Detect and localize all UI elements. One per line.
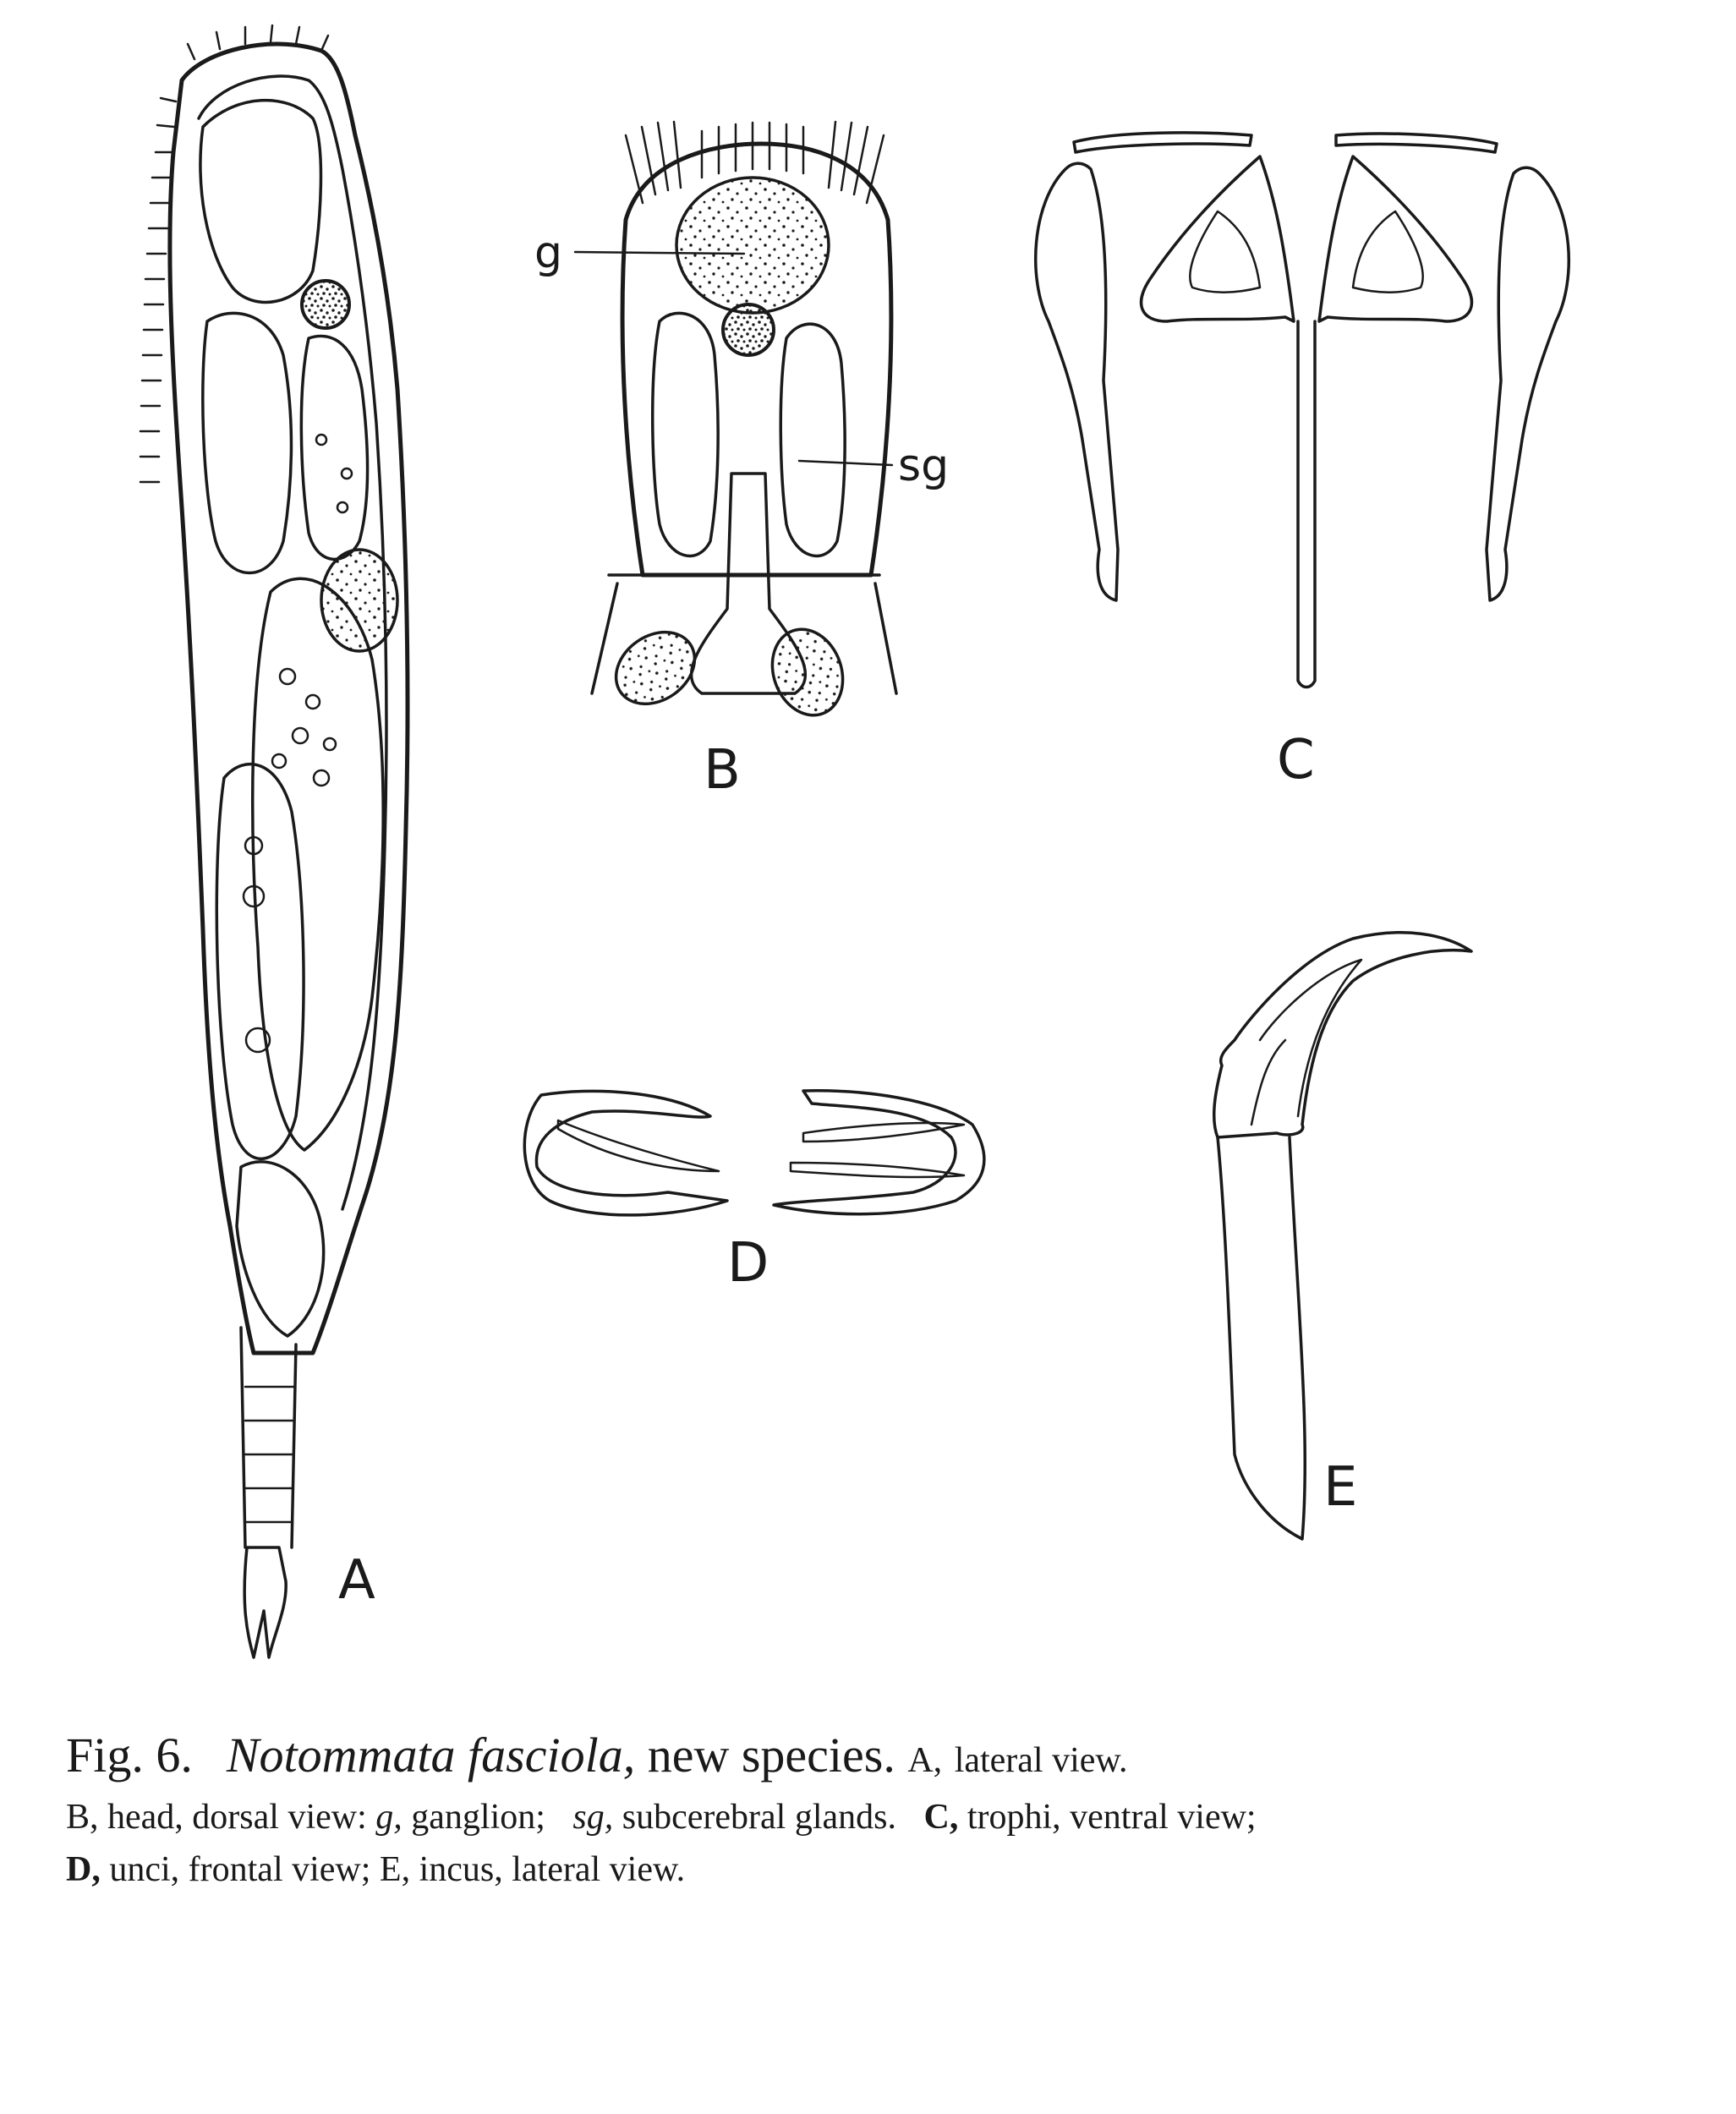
caption-b-letter: B, <box>66 1798 99 1837</box>
figure-c-uncus-left-top <box>1074 133 1251 152</box>
caption-c-letter: C, <box>923 1798 959 1837</box>
caption-e-text: incus, lateral view. <box>419 1850 686 1889</box>
figure-c-fulcrum <box>1298 321 1315 687</box>
caption-b-text: head, dorsal view: <box>107 1798 367 1837</box>
figure-b-subcerebral-gland-left <box>653 313 718 556</box>
figure-a-bladder <box>237 1162 324 1336</box>
caption-fig-number: Fig. 6. <box>66 1728 193 1783</box>
caption-c-text: trophi, ventral view; <box>967 1798 1257 1837</box>
caption-d-letter: D, <box>66 1850 101 1889</box>
figure-a-stomach <box>253 578 383 1150</box>
caption-e-letter: E, <box>379 1850 411 1889</box>
caption-sg-abbr: sg, <box>572 1798 614 1837</box>
figure-c-ramus-left-inner <box>1190 211 1260 293</box>
figure-b-gastric-gland-right <box>761 619 855 725</box>
figure-a-label: A <box>338 1549 375 1612</box>
figure-e-fulcrum <box>1218 1137 1305 1539</box>
figure-a-ovary <box>216 764 304 1159</box>
figure-d-unci-frontal <box>524 1091 984 1295</box>
figure-a-toes <box>244 1547 286 1657</box>
figure-e-incus-lateral <box>1214 933 1471 1539</box>
figure-d-uncus-left-tooth <box>558 1120 719 1171</box>
figure-a-body-outline <box>170 44 408 1353</box>
figure-a-gland-left <box>203 313 292 572</box>
figure-b-subcerebral-gland-right <box>780 324 845 556</box>
figure-d-uncus-right <box>774 1091 984 1214</box>
figure-e-label: E <box>1323 1456 1358 1519</box>
figure-c-ramus-left <box>1142 156 1294 321</box>
caption-line-2 <box>66 1791 1698 1843</box>
figure-d-uncus-left <box>524 1091 727 1215</box>
figure-a-ganglion-dark <box>302 281 349 328</box>
figure-b-eyespot <box>723 304 774 355</box>
figure-a-foot <box>241 1328 296 1547</box>
figure-b-head-dorsal <box>534 122 949 802</box>
caption-a-text: lateral view. <box>954 1741 1128 1780</box>
figure-caption <box>66 1725 1698 1896</box>
figure-c-ramus-right-inner <box>1353 211 1423 293</box>
figure-c-trophi-ventral <box>1036 133 1569 791</box>
figure-c-manubrium-right <box>1487 167 1569 600</box>
figure-b-label: B <box>704 739 741 802</box>
caption-g-abbr: g, <box>375 1798 403 1837</box>
figure-b-ganglion <box>676 178 829 313</box>
figure-a-mastax-region <box>200 101 321 303</box>
figure-b-sg-label: sg <box>898 441 950 491</box>
caption-a-letter: A, <box>907 1741 943 1780</box>
figure-c-manubrium-left <box>1036 163 1118 600</box>
figure-a-nucleus-body <box>321 550 397 651</box>
figure-a-foot-segments <box>245 1387 294 1522</box>
figure-c-label: C <box>1277 729 1315 791</box>
figure-b-gastric-gland-left <box>602 617 709 719</box>
caption-line-1 <box>66 1725 1698 1791</box>
figure-a-lateral-view <box>140 25 408 1657</box>
figure-c-uncus-right-top <box>1336 134 1497 152</box>
caption-g-text: ganglion; <box>411 1798 545 1837</box>
figure-c-ramus-right <box>1319 156 1471 321</box>
figure-d-label: D <box>727 1232 769 1295</box>
caption-new-species: new species. <box>647 1728 895 1783</box>
caption-sg-text: subcerebral glands. <box>622 1798 896 1837</box>
figure-d-uncus-right-tooth1 <box>803 1123 964 1142</box>
figure-d-uncus-right-tooth2 <box>791 1163 964 1177</box>
figure-a-gland-right <box>301 337 367 560</box>
figure-e-ramus <box>1214 933 1471 1137</box>
caption-d-text: unci, frontal view; <box>109 1850 371 1889</box>
caption-species: Notommata fasciola, <box>226 1728 636 1783</box>
caption-line-3 <box>66 1843 1698 1896</box>
figure-b-g-label: g <box>534 227 563 278</box>
